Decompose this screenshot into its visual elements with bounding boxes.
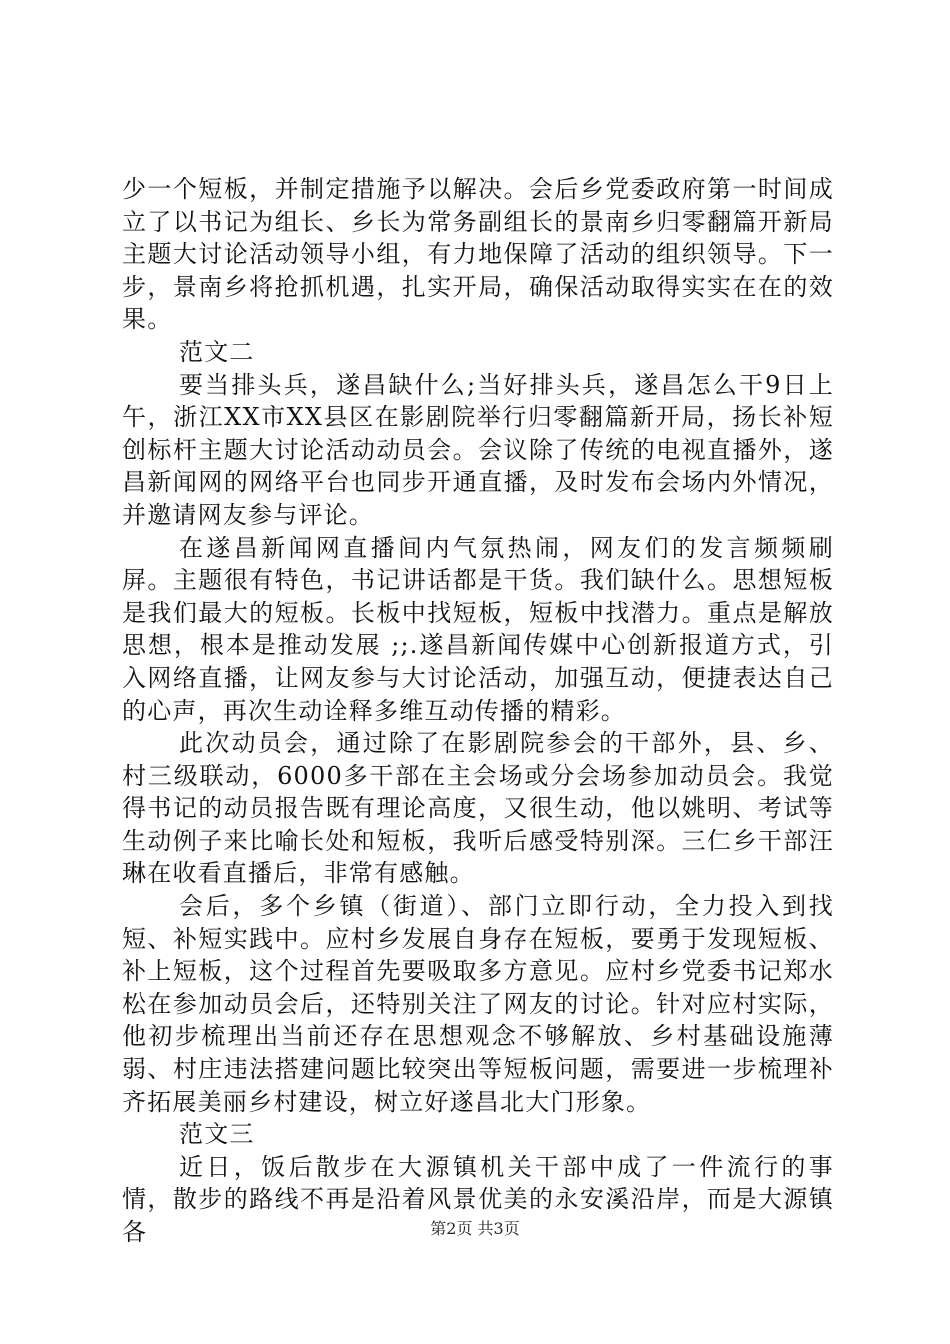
- section-heading-fanwen-2: 范文二: [179, 337, 255, 366]
- page-footer: [0, 1216, 950, 1239]
- paragraph-6: 近日，饭后散步在大源镇机关干部中成了一件流行的事情，散步的路线不再是沿着风景优美的永安溪沿岸，而是大源镇各: [122, 1152, 834, 1246]
- paragraph-1: 少一个短板，并制定措施予以解决。会后乡党委政府第一时间成立了以书记为组长、乡长为常务副组长的景南乡归零翻篇开新局主题大讨论活动领导小组，有力地保障了活动的组织领导。下一步，景南乡将抢抓机遇，扎实开局，确保活动取得实实在在的效果。: [122, 175, 834, 334]
- paragraph-3: 在遂昌新闻网直播间内气氛热闹，网友们的发言频频刷屏。主题很有特色，书记讲话都是干货。我们缺什么。思想短板是我们最大的短板。长板中找短板，短板中找潜力。重点是解放思想，根本是推动发展 ;;.遂昌新闻传媒中心创新报道方式，引入网络直播，让网友参与大讨论活动，加强互动，便捷表达自己的心声，再次生动诠释多维互动传播的精彩。: [122, 533, 834, 725]
- section-heading-fanwen-3: 范文三: [179, 1120, 255, 1149]
- paragraph-5: 会后，多个乡镇（街道）、部门立即行动，全力投入到找短、补短实践中。应村乡发展自身存在短板，要勇于发现短板、补上短板，这个过程首先要吸取多方意见。应村乡党委书记郑水松在参加动员会后，还特别关注了网友的讨论。针对应村实际，他初步梳理出当前还存在思想观念不够解放、乡村基础设施薄弱、村庄违法搭建问题比较突出等短板问题，需要进一步梳理补齐拓展美丽乡村建设，树立好遂昌北大门形象。: [122, 892, 834, 1116]
- paragraph-4: 此次动员会，通过除了在影剧院参会的干部外，县、乡、村三级联动，6000多干部在主会场或分会场参加动员会。我觉得书记的动员报告既有理论高度，又很生动，他以姚明、考试等生动例子来比喻长处和短板，我听后感受特别深。三仁乡干部汪琳在收看直播后，非常有感触。: [122, 729, 834, 888]
- page-number-label: 第2页 共3页: [430, 1219, 520, 1238]
- document-body: [122, 173, 834, 1249]
- paragraph-2: 要当排头兵，遂昌缺什么;当好排头兵，遂昌怎么干9日上午，浙江XX市XX县区在影剧院举行归零翻篇新开局，扬长补短创标杆主题大讨论活动动员会。会议除了传统的电视直播外，遂昌新闻网的网络平台也同步开通直播，及时发布会场内外情况，并邀请网友参与评论。: [122, 370, 834, 529]
